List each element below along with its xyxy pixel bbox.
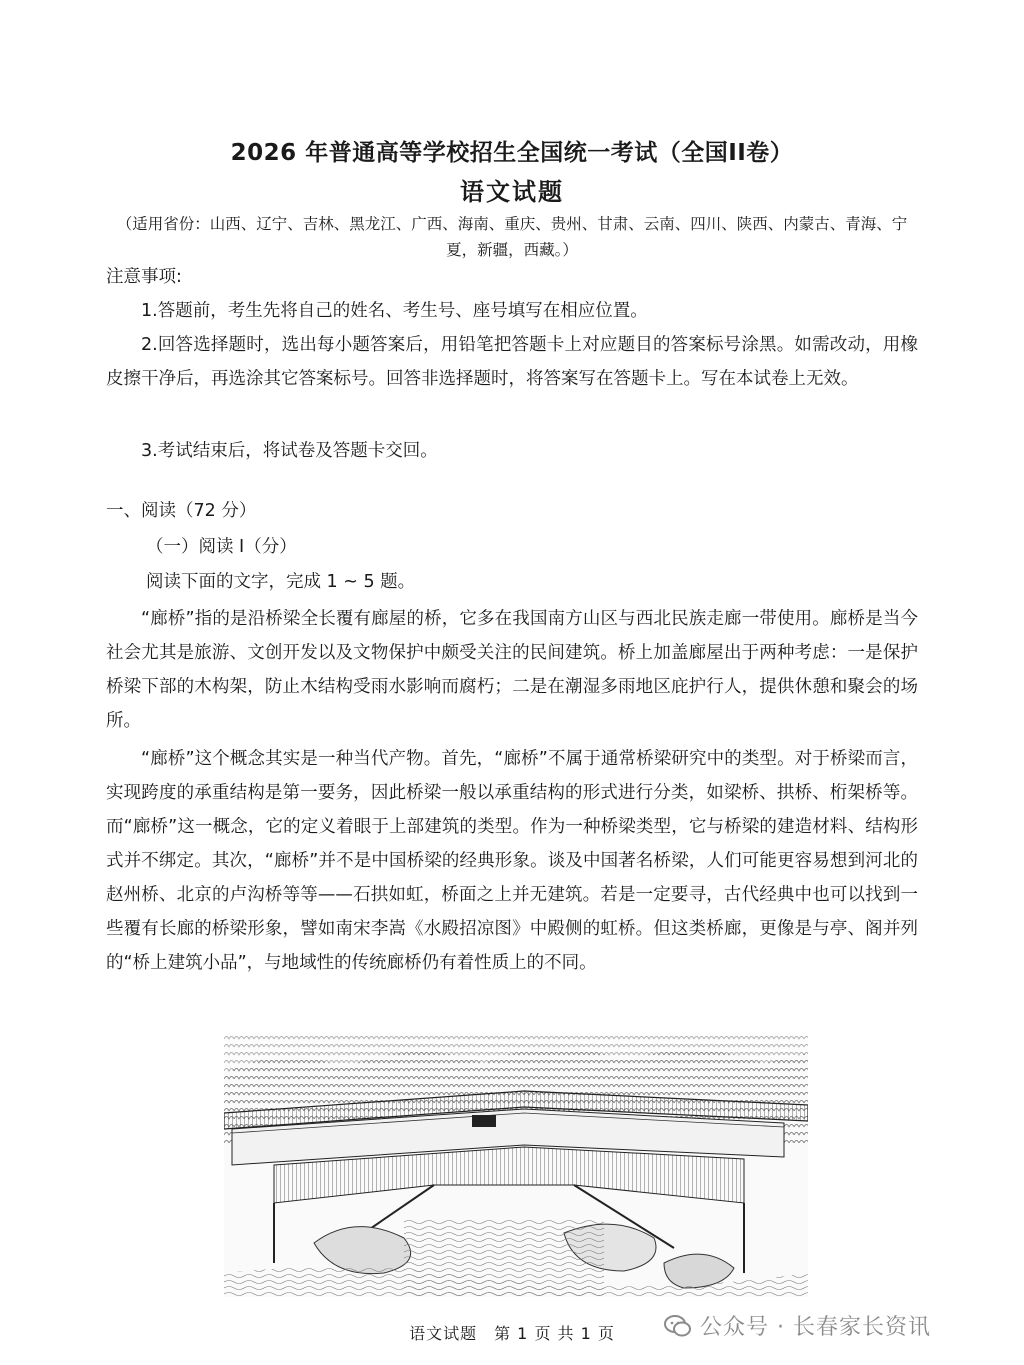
- subsection-heading: （一）阅读 I（分）: [146, 537, 297, 557]
- passage-paragraph-1: “廊桥”指的是沿桥梁全长覆有廊屋的桥，它多在我国南方山区与西北民族走廊一带使用。廊桥是当今社会尤其是旅游、文创开发以及文物保护中颇受关注的民间建筑。桥上加盖廊屋出于两种考虑：一是保护桥梁下部的木构架，防止木结构受雨水影响而腐朽；二是在潮湿多雨地区庇护行人，提供休憩和聚会的场所。: [106, 609, 918, 731]
- passage-paragraph-2: “廊桥”这个概念其实是一种当代产物。首先，“廊桥”不属于通常桥梁研究中的类型。对于桥梁而言，实现跨度的承重结构是第一要务，因此桥梁一般以承重结构的形式进行分类，如梁桥、拱桥、桁架桥等。而“廊桥”这一概念，它的定义着眼于上部建筑的类型。作为一种桥梁类型，它与桥梁的建造材料、结构形式并不绑定。其次，“廊桥”并不是中国桥梁的经典形象。谈及中国著名桥梁，人们可能更容易想到河北的赵州桥、北京的卢沟桥等等——石拱如虹，桥面之上并无建筑。若是一定要寻，古代经典中也可以找到一些覆有长廊的桥梁形象，譬如南宋李嵩《水殿招凉图》中殿侧的虹桥。但这类桥廊，更像是与亭、阁并列的“桥上建筑小品”，与地域性的传统廊桥仍有着性质上的不同。: [106, 749, 918, 973]
- page-footer: 语文试题 第 1 页 共 1 页: [409, 1324, 615, 1343]
- reading-instruction: 阅读下面的文字，完成 1 ~ 5 题。: [146, 572, 416, 592]
- note-item-2: 2.回答选择题时，选出每小题答案后，用铅笔把答题卡上对应题目的答案标号涂黑。如需改动，用橡皮擦干净后，再选涂其它答案标号。回答非选择题时，将答案写在答题卡上。写在本试卷上无效。: [106, 335, 918, 389]
- section-heading: 一、阅读（72 分）: [106, 501, 257, 521]
- watermark-text: 公众号 · 长春家长资讯: [700, 1315, 931, 1340]
- wechat-watermark: [664, 1310, 931, 1341]
- exam-title: 2026 年普通高等学校招生全国统一考试（全国II卷）: [230, 140, 794, 166]
- note-item-3: 3.考试结束后，将试卷及答题卡交回。: [141, 441, 438, 461]
- covered-bridge-illustration: [224, 1033, 808, 1297]
- applicable-provinces: （适用省份：山西、辽宁、吉林、黑龙江、广西、海南、重庆、贵州、甘肃、云南、四川、陕西、内蒙古、青海、宁夏，新疆，西藏。）: [116, 215, 908, 259]
- wechat-icon: [664, 1314, 692, 1338]
- note-item-1: 1.答题前，考生先将自己的姓名、考生号、座号填写在相应位置。: [141, 301, 648, 321]
- notes-heading: 注意事项:: [106, 267, 182, 287]
- exam-subtitle: 语文试题: [460, 178, 564, 206]
